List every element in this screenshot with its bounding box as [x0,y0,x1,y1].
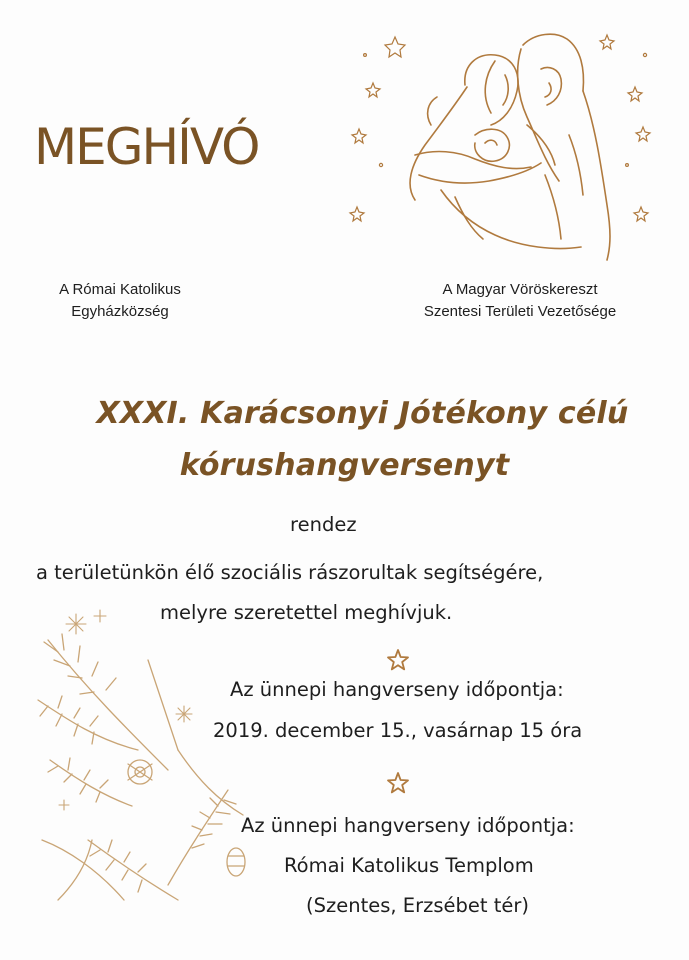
pine-branch-illustration [28,600,258,930]
body-line2: melyre szeretettel meghívjuk. [160,601,453,624]
event-title-line2: kórushangversenyt [179,448,510,483]
organizer-right-line1: A Magyar Vöröskereszt [442,281,598,298]
body-line1: a területünkön élő szociális rászorultak segítségére, [36,561,544,584]
body-rendez: rendez [290,513,357,536]
location-value: Római Katolikus Templom [284,854,534,877]
event-title-line1: XXXI. Karácsonyi Jótékony célú [96,396,629,431]
organizer-right [380,279,660,323]
location-detail: (Szentes, Erzsébet tér) [306,894,529,917]
page-title: MEGHÍVÓ [34,118,259,176]
holy-family-illustration [345,25,655,265]
star-icon [386,771,410,795]
organizer-left-line1: A Római Katolikus [59,281,181,298]
time-label: Az ünnepi hangverseny időpontja: [230,678,564,701]
time-value: 2019. december 15., vasárnap 15 óra [213,719,583,742]
star-icon [386,648,410,672]
location-label: Az ünnepi hangverseny időpontja: [241,814,575,837]
organizer-left-line2: Egyházközség [71,303,169,320]
organizer-right-line2: Szentesi Területi Vezetősége [423,303,617,320]
organizer-left [20,279,220,323]
